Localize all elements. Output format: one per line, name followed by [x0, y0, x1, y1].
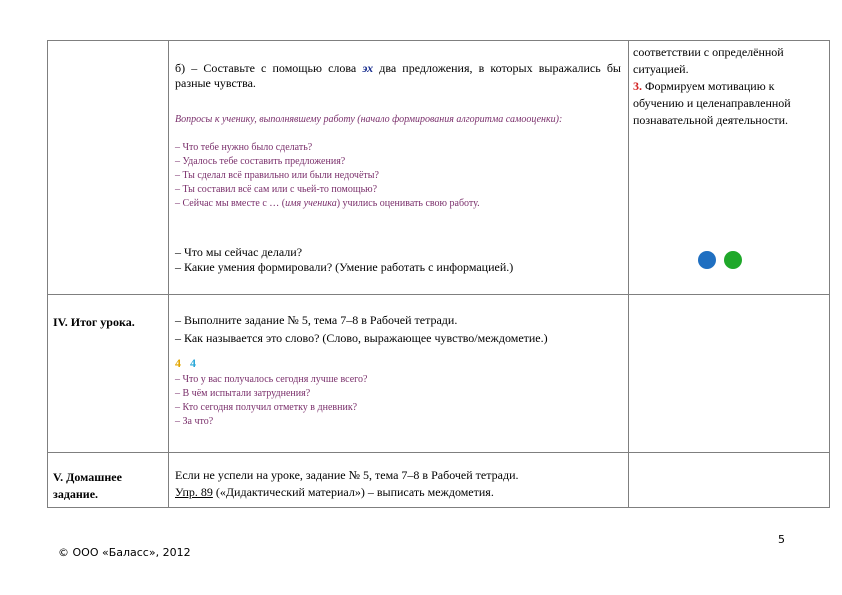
list-item: – Ты сделал всё правильно или были недочёты?: [175, 170, 379, 181]
goal-cell: [629, 295, 830, 453]
list-item: – Выполните задание № 5, тема 7–8 в Рабочей тетради.: [175, 313, 458, 327]
blue-circle-icon: [698, 251, 716, 269]
summary-text: [169, 295, 628, 429]
table-row: [48, 41, 830, 295]
list-item: – Удалось тебе составить предложения?: [175, 156, 346, 167]
list-item: – Как называется это слово? (Слово, выражающее чувство/междометие.): [175, 331, 548, 345]
list-item: – Что у вас получалось сегодня лучше всего?: [175, 374, 368, 385]
homework-text: Если не успели на уроке, задание № 5, тема 7–8 в Рабочей тетради. Упр. 89 («Дидактический материал») – выписать междометия.: [175, 468, 519, 499]
page-number: 5: [778, 533, 785, 546]
stage-title: V. Домашнее задание.: [53, 470, 122, 501]
table-row: [48, 295, 830, 453]
keyword: эх: [362, 61, 374, 75]
table-row: [48, 453, 830, 508]
list-item: – Что тебе нужно было сделать?: [175, 142, 313, 153]
stage-title: IV. Итог урока.: [53, 315, 135, 329]
content-cell: [169, 41, 629, 295]
stage-cell: [48, 41, 169, 295]
questions-title: Вопросы к ученику, выполнявшему работу (начало формирования алгоритма самооценки):: [175, 114, 563, 125]
green-circle-icon: [724, 251, 742, 269]
markers: 4 4: [175, 356, 196, 370]
content-cell: [169, 295, 629, 453]
stage-cell: [48, 453, 169, 508]
content-cell: [169, 453, 629, 508]
exercise-link[interactable]: Упр. 89: [175, 485, 213, 499]
list-item: – Сейчас мы вместе с … (имя ученика) учились оценивать свою работу.: [175, 198, 480, 209]
questions-list: [175, 373, 624, 429]
questions-list: [175, 141, 621, 211]
stage-cell: [48, 295, 169, 453]
list-item: – Кто сегодня получил отметку в дневник?: [175, 402, 358, 413]
list-item: – В чём испытали затруднения?: [175, 388, 311, 399]
list-item: – Ты составил всё сам или с чьей-то помощью?: [175, 184, 378, 195]
copyright-footer: © ООО «Баласс», 2012: [58, 546, 191, 559]
lesson-table: [47, 40, 830, 508]
goal-cell: [629, 453, 830, 508]
list-item: – Что мы сейчас делали?: [175, 245, 303, 259]
goal-text: соответствии с определённой ситуацией. 3. Формируем мотивацию к обучению и целенаправленной познавательной деятельности.: [633, 45, 791, 127]
task-text: б) – Составьте с помощью слова эх два предложения, в которых выражались бы разные чувства.: [175, 61, 621, 90]
list-item: – Какие умения формировали? (Умение работать с информацией.): [175, 260, 514, 274]
list-item: – За что?: [175, 416, 214, 427]
closing-questions: [175, 245, 621, 275]
